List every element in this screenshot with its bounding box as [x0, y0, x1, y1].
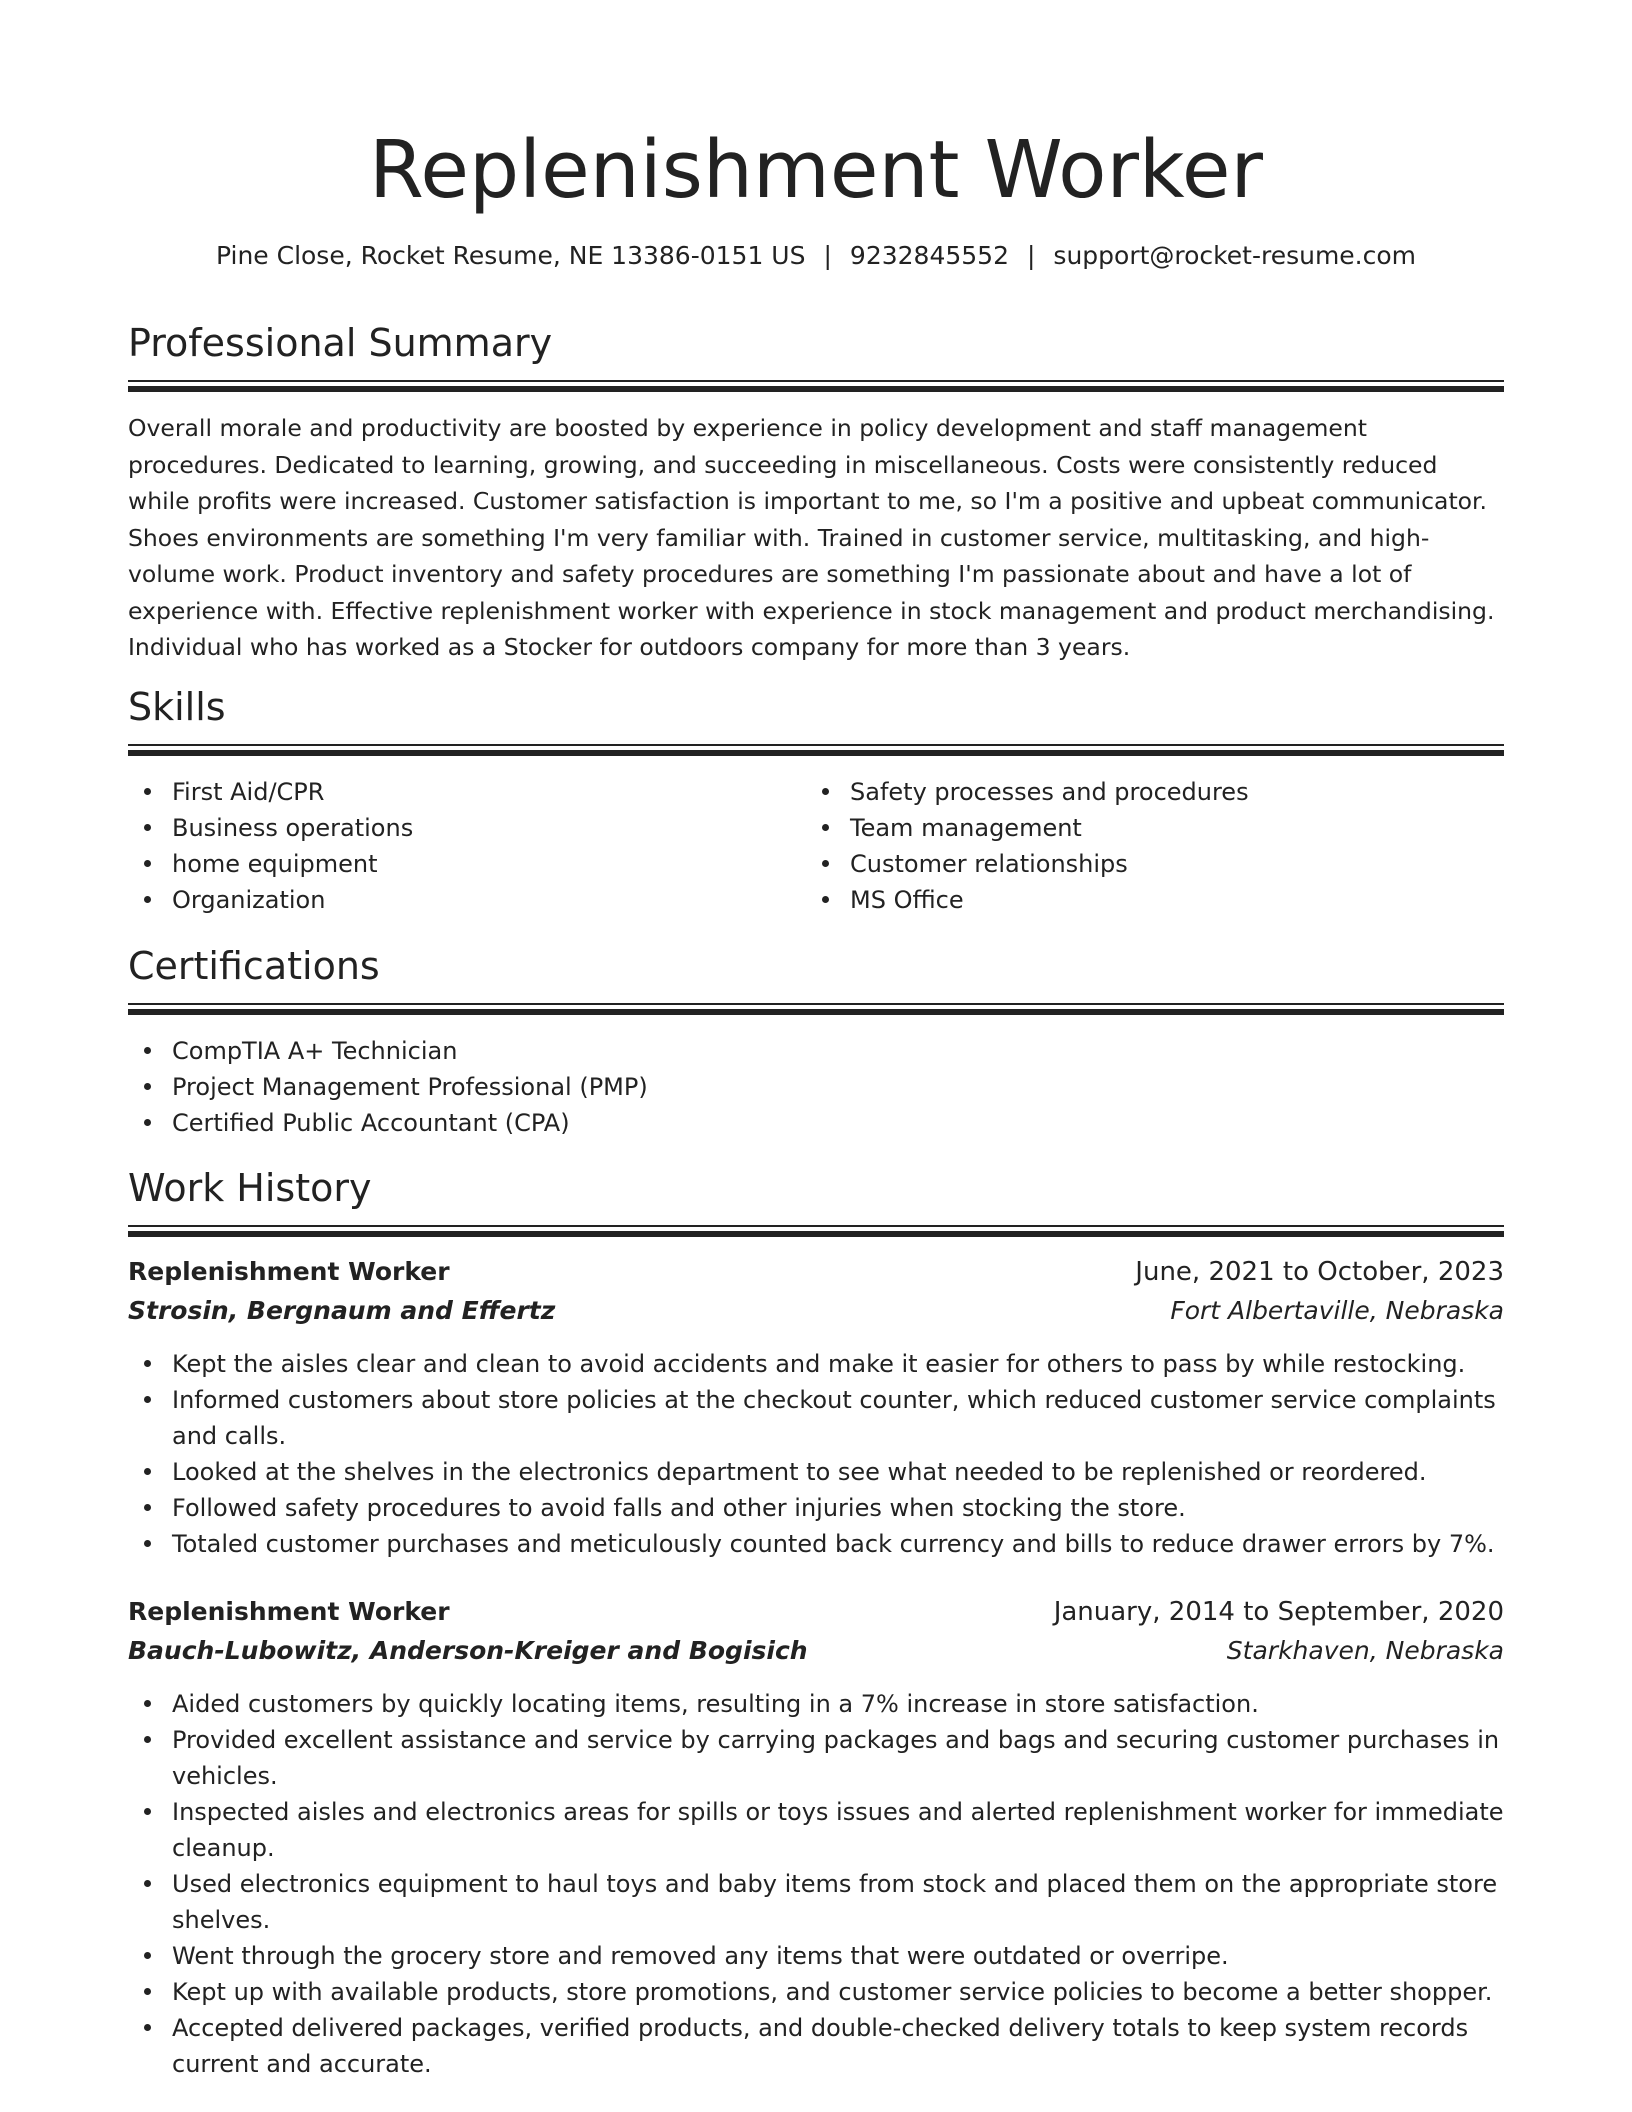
job-dates: June, 2021 to October, 2023: [1135, 1257, 1504, 1287]
section-title-summary: Professional Summary: [128, 321, 553, 365]
skill-item: Safety processes and procedures: [806, 774, 1484, 810]
email-link[interactable]: support@rocket-resume.com: [1053, 241, 1417, 270]
job-title: Replenishment Worker: [128, 1597, 450, 1626]
job-bullet: Informed customers about store policies at the checkout counter, which reduced customer service complaints and calls.: [128, 1382, 1504, 1454]
certification-item: Certified Public Accountant (CPA): [128, 1105, 1504, 1141]
section-title-work-history: Work History: [128, 1166, 372, 1210]
job-title: Replenishment Worker: [128, 1257, 450, 1286]
job-location: Fort Albertaville, Nebraska: [1170, 1296, 1504, 1325]
job-bullet: Kept up with available products, store promotions, and customer service policies to become a better shopper.: [128, 1974, 1504, 2010]
section-divider: [128, 1009, 1504, 1015]
skill-item: Team management: [806, 810, 1484, 846]
section-divider: [128, 750, 1504, 756]
contact-separator: |: [1026, 241, 1036, 270]
skills-columns: [128, 774, 1504, 918]
job-entry: [128, 1592, 1504, 2082]
job-bullet: Aided customers by quickly locating items, resulting in a 7% increase in store satisfaction.: [128, 1686, 1504, 1722]
job-dates: January, 2014 to September, 2020: [1053, 1597, 1504, 1627]
skill-item: MS Office: [806, 882, 1484, 918]
summary-text: Overall morale and productivity are boosted by experience in policy development and staff management procedures. Dedicated to learning, growing, and succeeding in miscellaneous. Costs were consistently reduced while profits were increased. Customer satisfaction is important to me, so I'm a positive and upbeat communicator. Shoes environments are something I'm very familiar with. Trained in customer service, multitasking, and high-volume work. Product inventory and safety procedures are something I'm passionate about and have a lot of experience with. Effective replenishment worker with experience in stock management and product merchandising. Individual who has worked as a Stocker for outdoors company for more than 3 years.: [128, 414, 1495, 661]
section-divider: [128, 380, 1504, 382]
job-responsibilities: [128, 1346, 1504, 1562]
skill-item: home equipment: [128, 846, 806, 882]
job-bullet: Followed safety procedures to avoid falls and other injuries when stocking the store.: [128, 1490, 1504, 1526]
skills-list-right: [806, 774, 1484, 918]
job-bullet: Used electronics equipment to haul toys and baby items from stock and placed them on the appropriate store shelves.: [128, 1866, 1504, 1938]
job-company: Bauch-Lubowitz, Anderson-Kreiger and Bogisich: [128, 1636, 808, 1665]
summary-section: [128, 318, 1504, 666]
section-divider: [128, 1231, 1504, 1237]
certification-item: Project Management Professional (PMP): [128, 1069, 1504, 1105]
job-responsibilities: [128, 1686, 1504, 2082]
work-history-section: [128, 1163, 1504, 1237]
job-entry: [128, 1252, 1504, 1562]
job-bullet: Provided excellent assistance and service by carrying packages and bags and securing customer purchases in vehicles.: [128, 1722, 1504, 1794]
candidate-name: Replenishment Worker: [369, 124, 1263, 216]
job-header-row: [128, 1592, 1504, 1632]
section-divider: [128, 1003, 1504, 1005]
certifications-list: [128, 1033, 1504, 1141]
skills-list-left: [128, 774, 806, 918]
certification-item: CompTIA A+ Technician: [128, 1033, 1504, 1069]
skill-item: Customer relationships: [806, 846, 1484, 882]
section-divider: [128, 744, 1504, 746]
section-title-skills: Skills: [128, 685, 226, 729]
skill-item: Business operations: [128, 810, 806, 846]
skill-item: Organization: [128, 882, 806, 918]
job-bullet: Accepted delivered packages, verified products, and double-checked delivery totals to keep system records current and accurate.: [128, 2010, 1504, 2082]
job-bullet: Inspected aisles and electronics areas for spills or toys issues and alerted replenishment worker for immediate cleanup.: [128, 1794, 1504, 1866]
contact-separator: |: [823, 241, 832, 270]
job-bullet: Totaled customer purchases and meticulously counted back currency and bills to reduce drawer errors by 7%.: [128, 1526, 1504, 1562]
job-company: Strosin, Bergnaum and Effertz: [128, 1296, 556, 1325]
skills-section: [128, 682, 1504, 918]
job-header-row: [128, 1252, 1504, 1292]
job-company-row: [128, 1632, 1504, 1670]
section-divider: [128, 1225, 1504, 1227]
job-company-row: [128, 1292, 1504, 1330]
address: Pine Close, Rocket Resume, NE 13386-0151 US: [215, 241, 806, 270]
contact-line: [128, 238, 1504, 274]
job-bullet: Kept the aisles clear and clean to avoid accidents and make it easier for others to pass by while restocking.: [128, 1346, 1504, 1382]
job-location: Starkhaven, Nebraska: [1226, 1636, 1504, 1665]
skill-item: First Aid/CPR: [128, 774, 806, 810]
job-bullet: Looked at the shelves in the electronics department to see what needed to be replenished or reordered.: [128, 1454, 1504, 1490]
phone: 9232845552: [849, 241, 1009, 270]
job-bullet: Went through the grocery store and removed any items that were outdated or overripe.: [128, 1938, 1504, 1974]
section-divider: [128, 386, 1504, 392]
section-title-certifications: Certifications: [128, 944, 380, 988]
certifications-section: [128, 941, 1504, 1141]
